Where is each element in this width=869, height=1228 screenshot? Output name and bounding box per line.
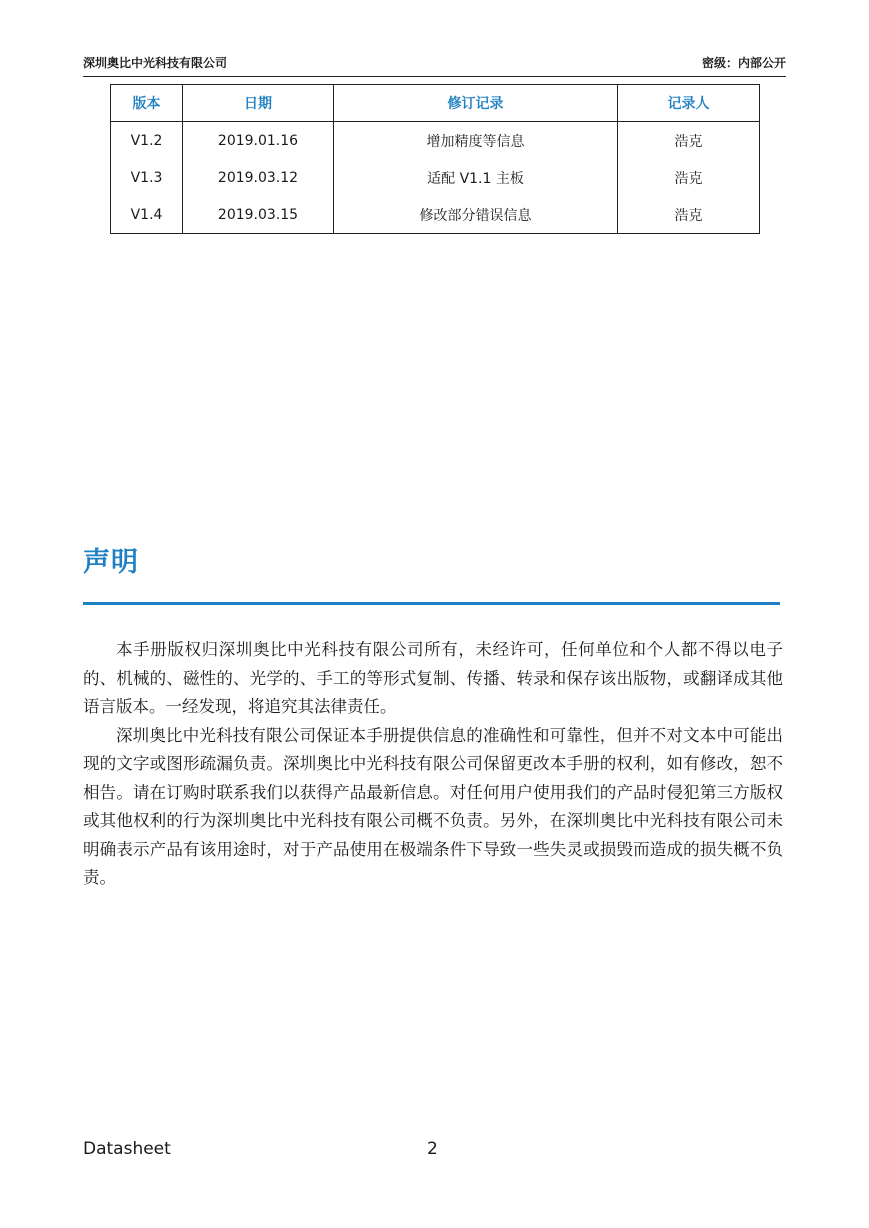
- column-header-date: 日期: [183, 85, 334, 122]
- version-cell: V1.2: [111, 122, 183, 160]
- revision-record-cell: 修改部分错误信息: [334, 196, 618, 234]
- company-name: 深圳奥比中光科技有限公司: [83, 56, 228, 70]
- section-divider: [83, 602, 780, 605]
- column-header-revision-record: 修订记录: [334, 85, 618, 122]
- date-cell: 2019.01.16: [183, 122, 334, 160]
- declaration-paragraph: 深圳奥比中光科技有限公司保证本手册提供信息的准确性和可靠性，但并不对文本中可能出现的文字或图形疏漏负责。深圳奥比中光科技有限公司保留更改本手册的权利，如有修改，恕不相告。请在订购时联系我们以获得产品最新信息。对任何用户使用我们的产品时侵犯第三方版权或其他权利的行为深圳奥比中光科技有限公司概不负责。另外，在深圳奥比中光科技有限公司未明确表示产品有该用途时，对于产品使用在极端条件下导致一些失灵或损毁而造成的损失概不负责。: [83, 725, 783, 887]
- table-header-row: [111, 85, 760, 122]
- date-cell: 2019.03.12: [183, 159, 334, 196]
- revision-record-cell: 增加精度等信息: [334, 122, 618, 160]
- recorder-cell: 浩克: [618, 159, 760, 196]
- table-row: [111, 159, 760, 196]
- column-header-version: 版本: [111, 85, 183, 122]
- table-row: [111, 122, 760, 160]
- recorder-cell: 浩克: [618, 196, 760, 234]
- version-cell: V1.4: [111, 196, 183, 234]
- recorder-cell: 浩克: [618, 122, 760, 160]
- declaration-paragraph: 本手册版权归深圳奥比中光科技有限公司所有，未经许可，任何单位和个人都不得以电子的、机械的、磁性的、光学的、手工的等形式复制、传播、转录和保存该出版物，或翻译成其他语言版本。一经发现，将追究其法律责任。: [83, 640, 783, 716]
- page-number: 2: [427, 1139, 438, 1159]
- table-row: [111, 196, 760, 234]
- column-header-recorder: 记录人: [618, 85, 760, 122]
- declaration-text: [83, 636, 783, 893]
- classification-label: 密级：内部公开: [701, 56, 786, 70]
- date-cell: 2019.03.15: [183, 196, 334, 234]
- section-title: 声明: [83, 547, 139, 578]
- revision-record-cell: 适配 V1.1 主板: [334, 159, 618, 196]
- revision-table: [110, 84, 760, 234]
- footer-label: Datasheet: [83, 1139, 171, 1159]
- version-cell: V1.3: [111, 159, 183, 196]
- page-header: [83, 52, 786, 77]
